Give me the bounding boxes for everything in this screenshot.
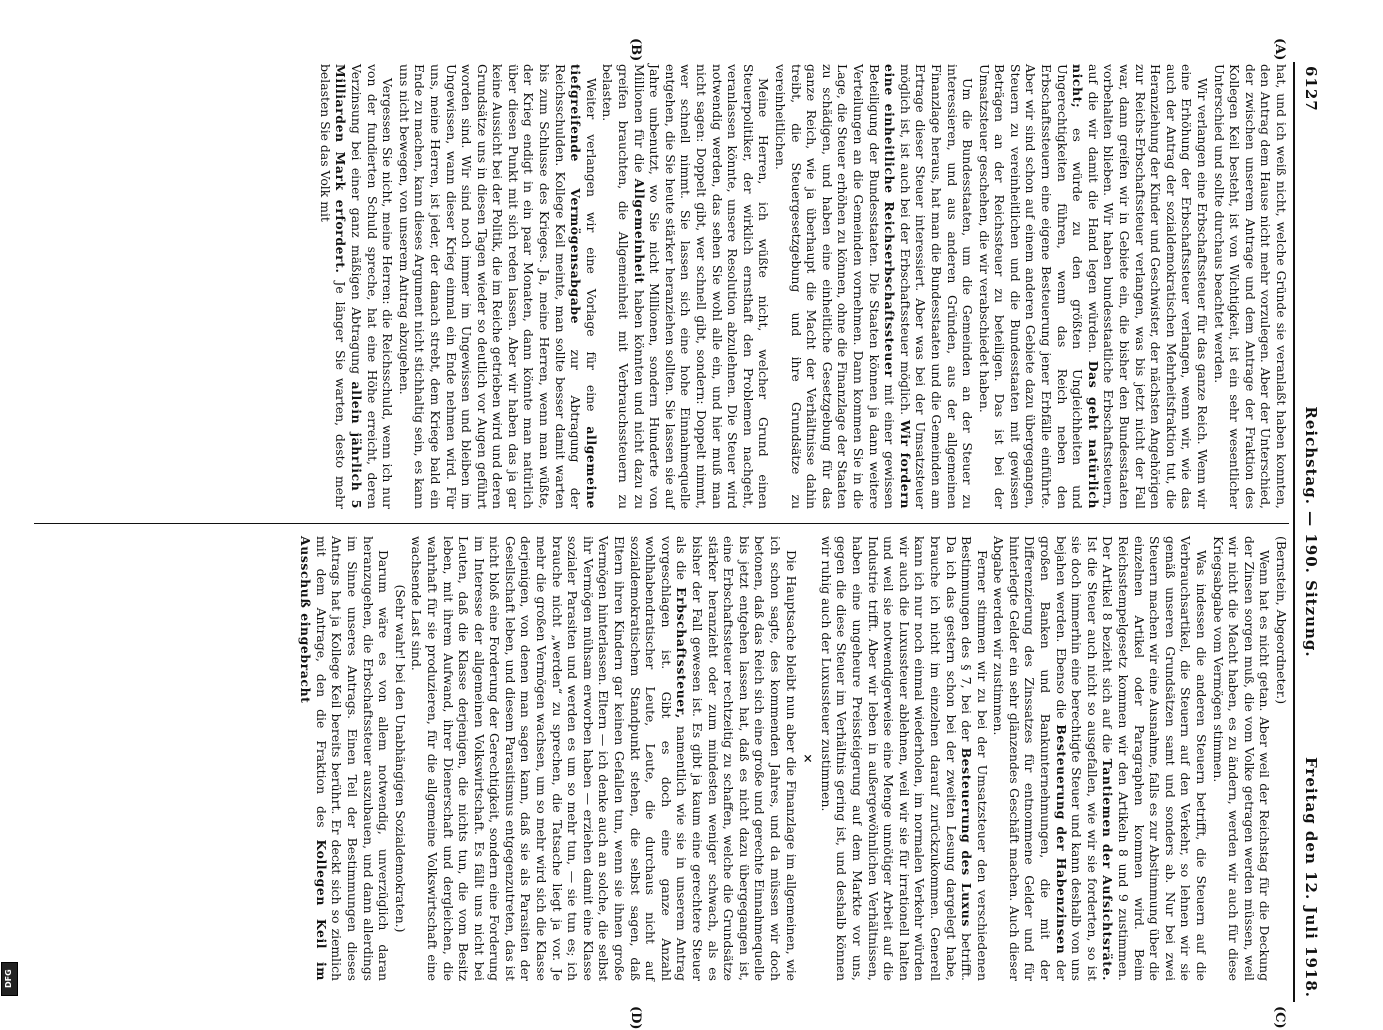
margin-marker-c: (C)	[1272, 1006, 1287, 1029]
paragraph: hat, und ich weiß nicht, welche Gründe sie veranlaßt haben konnten, den Antrag dem Hause nicht mehr vorzulegen. Aber der Unterschied, der zwischen unserem Antrage und dem Antrage der Fraktion des Kollegen Keil besteht, ist von Wichtigkeit, ist ein sehr wesentlicher Unterschied und sollte durchaus beachtet werden.	[1211, 64, 1289, 509]
paragraph: Darum wäre es von allem notwendig, unverzüglich daran heranzugehen, die Erbschaftssteuer auszubauen, und dann allerdings im Sinne unseres Antrags. Einen Teil der Bestimmungen dieses Antrags hat ja Kollege Keil bereits berührt. Er deckt sich so ziemlich mit dem Antrage, den die Fraktion des Kollegen Keil im Ausschuß eingebracht	[298, 536, 392, 981]
emphasis: Allgemeinheit	[631, 178, 647, 284]
document-page	[18, 38, 1323, 1030]
paragraph: Meine Herren, ich wüßte nicht, welcher Grund einen Steuerpolitiker, der wirklich ernsthaft den Problemen nachgeht, veranlassen könnte, unsere Resolution abzulehnen. Die Steuer wird notwendig werden, das sehen Sie wohl alle ein, und hier muß man nicht sagen: Doppelt gibt, wer schnell gibt, sondern: Doppelt nimmt, wer schnell nimmt. Sie lassen sich eine hohe Einnahmequelle entgehen, die Sie heute stärker heranziehen sollten. Sie lassen sie auf Jahre unbenutzt, wo Sie nicht Millionen, sondern Hunderte von Millionen für die Allgemeinheit haben könnten und nicht dazu zu greifen brauchten, die Allgemeinheit mit Verbrauchssteuern zu belasten.	[600, 64, 772, 509]
paragraph: Was indessen die anderen Steuern betrifft, die Steuern auf die Verbrauchsartikel, die Steuern auf den Verkehr, so lehnen wir sie gemäß unseren Grundsätzen samt und sonders ab. Nur bei zwei Steuern machen wir eine Ausnahme, falls es zur Abstimmung über die einzelnen Artikel oder Paragraphen kommen wird. Beim Reichsstempelgesetz kommen wir den Artikeln 8 und 9 zustimmen. Der Artikel 8 bezieht sich auf die Tantiemen der Aufsichtsräte. Ist die Steuer auch nicht so ausgefallen, wie wir sie forderten, so ist sie doch immerhin eine berechtigte Steuer und kann deshalb von uns bejahen werden. Ebenso die Besteuerung der Habenzinsen der großen Banken und Bankunternehmungen, die mit der Differenzierung des Zinssatzes für entnommene Gelder und für hinterlegte Gelder ein sehr glänzendes Geschäft machen. Auch dieser Abgabe werden wir zustimmen.	[991, 536, 1210, 981]
paragraph: Wenn hat es nicht getan. Aber weil der Reichstag für die Deckung der Zinsen sorgen muß, die vom Volke getragen werden müssen, weil wir nicht die Macht haben, es zu ändern, werden wir auch für diese Kriegsabgabe vom Vermögen stimmen.	[1210, 536, 1273, 981]
emphasis: Kollegen Keil im Ausschuß eingebracht	[298, 536, 329, 981]
page-title: Reichstag. — 190. Sitzung.	[1302, 406, 1320, 658]
left-text-column	[297, 536, 1289, 981]
dfg-logo	[1, 962, 18, 996]
dfg-logo-text: DFG	[4, 969, 13, 988]
paragraph: Vergessen Sie nicht, meine Herren: die Reichsschuld, wenn ich nur von der fundierten Schuld spreche, hat eine Höhe erreicht, deren Verzinsung bei einer ganz mäßigen Abtragung allein jährlich 5 Milliarden Mark erfordert. Je länger Sie warten, desto mehr belasten Sie das Volk mit	[317, 64, 396, 509]
paragraph: Um die Bundesstaaten, um die Gemeinden an der Steuer zu interessieren, und aus anderen Gründen, aus der allgemeinen Finanzlage heraus, hat man die Bundesstaaten und die Gemeinden am Ertrage dieser Steuer interessiert. Aber was bei der Umsatzsteuer möglich ist, ist auch bei der Erbschaftssteuer möglich. Wir fordern eine einheitliche Reichserbschaftssteuer mit einer gewissen Beteiligung der Bundesstaaten. Die Staaten können ja dann weitere Verteilungen an die Gemeinden vornehmen. Dann kommen Sie in die Lage, die Steuer erhöhen zu können, ohne die Finanzlage der Staaten zu schädigen, und haben eine einheitliche Gesetzgebung für das ganze Reich, wie ja überhaupt die Macht der Verhältnisse dahin treibt, die Steuergesetzgebung und ihre Grundsätze zu vereinheitlichen.	[773, 64, 976, 509]
interjection: (Sehr wahr! bei den Unabhängigen Sozialdemokraten.)	[392, 584, 408, 933]
paragraph: Weiter verlangen wir eine Vorlage für eine allgemeine tiefgreifende Vermögensabgabe zur Abtragung der Reichsschulden. Kollege Keil meinte, man sollte besser damit warten bis zum Schlusse des Krieges. Ja, meine Herren, wenn man wüßte, der Krieg endigt in ein paar Monaten, dann könnte man natürlich über diesen Punkt mit sich reden lassen. Aber wir haben das ja gar keine Aussicht bei der Politik, die im Reiche getrieben wird und deren Grundsätze uns in diesen Tagen wieder so deutlich vor Augen geführt worden sind. Wir sind noch immer im Ungewissen und bleiben im Ungewissen, wann dieser Krieg einmal ein Ende nehmen wird. Für uns, meine Herren, ist jeder, der danach strebt, dem Kriege bald ein Ende zu machen, kann dieses Argument nicht stichhaltig sein, es kann uns nicht bewegen, von unserem Antrag abzugehen.	[396, 64, 599, 509]
emphasis: Das geht natürlich nicht;	[1070, 64, 1101, 509]
emphasis: Wir fordern eine einheitliche Reichserbschaftssteuer	[882, 64, 913, 509]
page-header	[1293, 62, 1323, 1002]
page-number: 6127	[1302, 66, 1320, 112]
emphasis: allein jährlich 5 Milliarden Mark erfordert.	[333, 64, 364, 509]
paragraph: Wir verlangen eine Erbschaftssteuer für das ganze Reich. Wenn wir eine Erhöhung der Erbschaftssteuer verlangen, wenn wir, wie das auch der Antrag der sozialdemokratischen Mehrheitsfraktion tut, die Heranziehung der Kinder und Geschwister, der nächsten Angehörigen zur Reichs-Erbschaftssteuer verlangen, was bis jetzt nicht der Fall war, dann greifen wir in Gebiete ein, die bisher den Bundesstaaten vorbehalten blieben. Wir haben bundesstaatliche Erbschaftssteuern, auf die wir damit die Hand legen würden. Das geht natürlich nicht; es würde zu den größten Ungleichheiten und Ungerechtigkeiten führen, wenn das Reich neben den Erbschaftssteuern eine eigene Besteuerung jener Erbfälle einführte. Aber wir sind schon auf einem anderen Gebiete dazu übergegangen, Steuern zu vereinheitlichen und die Bundesstaaten mit gewissen Beträgen an der Reichssteuer zu beteiligen. Das ist bei der Umsatzsteuer geschehen, die wir verabschiedet haben.	[976, 64, 1211, 509]
margin-marker-d: (D)	[628, 1006, 643, 1030]
margin-marker-b: (B)	[628, 38, 643, 62]
paragraph: Ferner stimmen wir zu bei der Umsatzsteuer den verschiedenen Bestimmungen des § 7, bei der Besteuerung des Luxus betrifft. Da ich das gestern schon bei der zweiten Lesung dargelegt habe, brauche ich nicht im einzelnen darauf zurückzukommen. Generell kann ich nur noch einmal wiederholen, im normalen Verkehr würden wir auch die Luxussteuer ablehnen, weil wir sie für irrationell halten und weil sie notwendigerweise eine Menge unnötiger Arbeit auf die Industrie trifft. Aber wir leben in außergewöhnlichen Verhältnissen, haben eine ungeheure Preissteigerung auf dem Markte vor uns, gegen die diese Steuer im Verhältnis gering ist, und deshalb können wir ruhig auch der Luxussteuer zustimmen.	[818, 536, 990, 981]
speaker-label: (Bernstein, Abgeordneter.)	[1274, 536, 1289, 705]
margin-marker-a: (A)	[1272, 38, 1287, 61]
session-date: Freitag den 12. Juli 1918.	[1302, 757, 1320, 998]
emphasis: Tantiemen der Aufsichtsräte.	[1100, 758, 1116, 981]
column-divider	[34, 523, 1289, 524]
emphasis: Besteuerung des Luxus	[959, 747, 975, 927]
digitization-credit-note	[0, 40, 2, 600]
paragraph: Die Hauptsache bleibt nun aber die Finanzlage im allgemeinen, wie ich schon sagte, des kommenden Jahres, und da müssen wir doch betonen, daß das Reich sich eine große und gerechte Einnahmequelle bis jetzt entgehen lassen hat, daß es nicht dazu übergegangen ist, eine Erbschaftssteuer rechtzeitig zu schaffen, welche die Grundsätze stärker heranzieht oder zum mindesten weniger schwach, als es bisher der Fall gewesen ist. Es gibt ja kaum eine gerechtere Steuer als die Erbschaftssteuer, namentlich wie sie in unserem Antrag vorgeschlagen ist. Gibt es doch eine ganze Anzahl wohlhabendratischer Leute, Leute, die durchaus nicht auf sozialdemokratischem Standpunkt stehen, die selbst sagen, daß Eltern ihren Kindern gar keinen Gefallen tun, wenn sie ihnen große Vermögen hinterlassen. Eltern — ich denke auch an solche, die selbst ihr Vermögen mühsam erworben haben — erziehen damit eine Klasse sozialer Parasiten und werden es um so mehr tun, — sie tun es; ich brauche nicht „werden“ zu sprechen, die Tatsache liegt ja vor. Je mehr die großen Vermögen wachsen, um so mehr wird sich die Klasse derjenigen, von denen man sagen kann, daß sie als Parasiten der Gesellschaft leben, und diesem Parasitismus entgegenzutreten, das ist nicht bloß eine Forderung der Gerechtigkeit, sondern eine Forderung im Interesse der allgemeinen Volkswirtschaft. Es fällt uns nicht bei Leuten, daß die Klasse derjenigen, die nichts tun, die vom Besitz leben, mit ihrem Aufwand, ihrer Dienerschaft und dergleichen, die wahrhaft für sie produzieren, für die allgemeine Volkswirtschaft eine wachsende Last sind.	[409, 536, 799, 981]
emphasis: allgemeine tiefgreifende Vermögensabgabe	[568, 64, 599, 509]
section-separator: ×	[801, 753, 817, 764]
emphasis: Erbschaftssteuer,	[674, 587, 690, 719]
emphasis: Besteuerung der Habenzinsen	[1053, 724, 1069, 955]
right-text-column	[316, 64, 1289, 509]
